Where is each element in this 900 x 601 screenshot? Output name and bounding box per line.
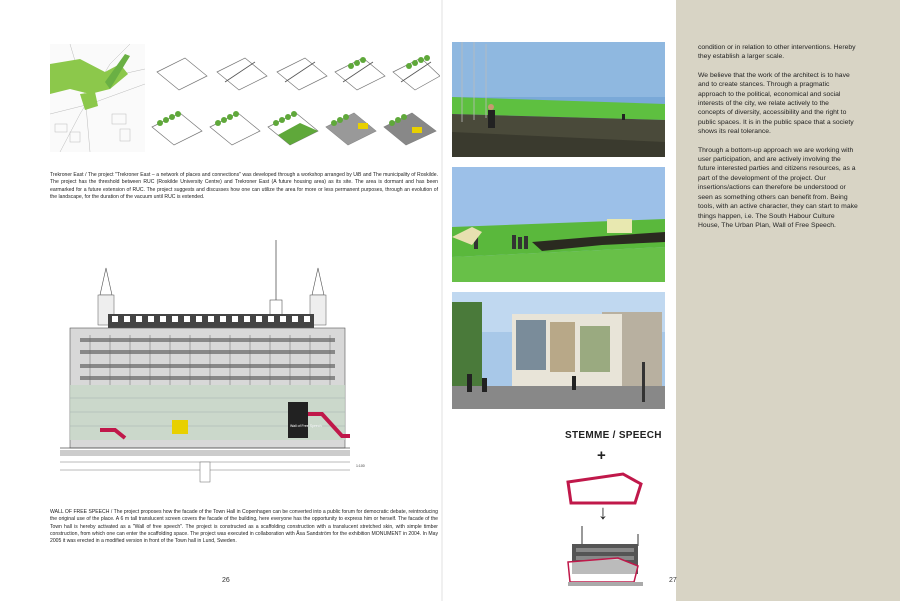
field-visualization-photo-2 (452, 167, 665, 282)
field-visualization-photo-1 (452, 42, 665, 157)
phase-diagrams-row-2 (150, 105, 440, 147)
scale-label: 1:100 (356, 464, 365, 468)
town-hall-elevation-drawing (60, 240, 350, 490)
paragraph-2: We believe that the work of the architect is to have and to create stances. Through a pragmatic approach to the political, economical and social interests of the city, we relate actively to the concepts of diversity, accessibility and the right to public spaces. It is in the public space that a society shows its real tolerance. (698, 71, 854, 136)
down-arrow-icon: ↓ (598, 502, 608, 524)
right-column-text (698, 43, 858, 239)
page-gutter (441, 0, 443, 601)
page-number-right: 27 (669, 577, 677, 584)
door-label: Wall of Free Speech (290, 424, 322, 428)
paragraph-1: condition or in relation to other interventions. Hereby they establish a larger scale. (698, 44, 856, 61)
speech-diagram-title: STEMME / SPEECH (565, 430, 662, 441)
site-map-image (50, 44, 145, 152)
paragraph-3: Through a bottom-up approach we are working with user participation, and are actively involving the future interested parties and citizens resources, as a part of the development of the project. Our insertions/actions can therefore be understood or seen as something others can benefit from. Being tools, with an active character, they can start to make things happen, i.e. The South Habour Culture House, The Urban Plan, Wall of Free Speech. (698, 146, 858, 229)
speech-bubble-shape (565, 470, 645, 506)
plus-sign: + (597, 447, 606, 464)
wall-of-free-speech-photo (452, 292, 665, 409)
speech-town-hall-sketch (558, 524, 653, 590)
wall-of-free-speech-caption: WALL OF FREE SPEECH / The project proposes how the facade of the Town Hall in Copenhagen can be converted into a public forum for democratic debate, reintroducing the original use of the place. A 6 m tall translucent screen covers the facade of the building, here everyone has the opportunity to express him or herself. The facade of the Town hall is hereby activated as a "Wall of free speech". The project is constructed as a scaffolding construction with a translucent stretched skin, with simple timber construction, from which one can enter the scaffolding space. The project was executed in collaboration with Åsa Sandström for the exhibition MONUMENT in 2004. In May 2005 it was erected in a modified version in front of the Town hall in Lund, Sweden. (50, 509, 438, 545)
page-number-left: 26 (222, 577, 230, 584)
trekroner-caption: Trekroner East / The project "Trekroner East – a network of places and connections" was developed through a workshop arranged by UiB and The municipality of Roskilde. The project has the threshold between RUC (Roskilde University Centre) and Trekroner East (A future housing area) as its site. The area is dormant and has been earmarked for a future extension of RUC. The project suggests and discusses how one can utilize the area for more or less permanent purposes, through an evolution of the landscape, for the duration of the vacuum until RUC is extended. (50, 172, 438, 200)
phase-diagrams-row-1 (155, 52, 440, 94)
